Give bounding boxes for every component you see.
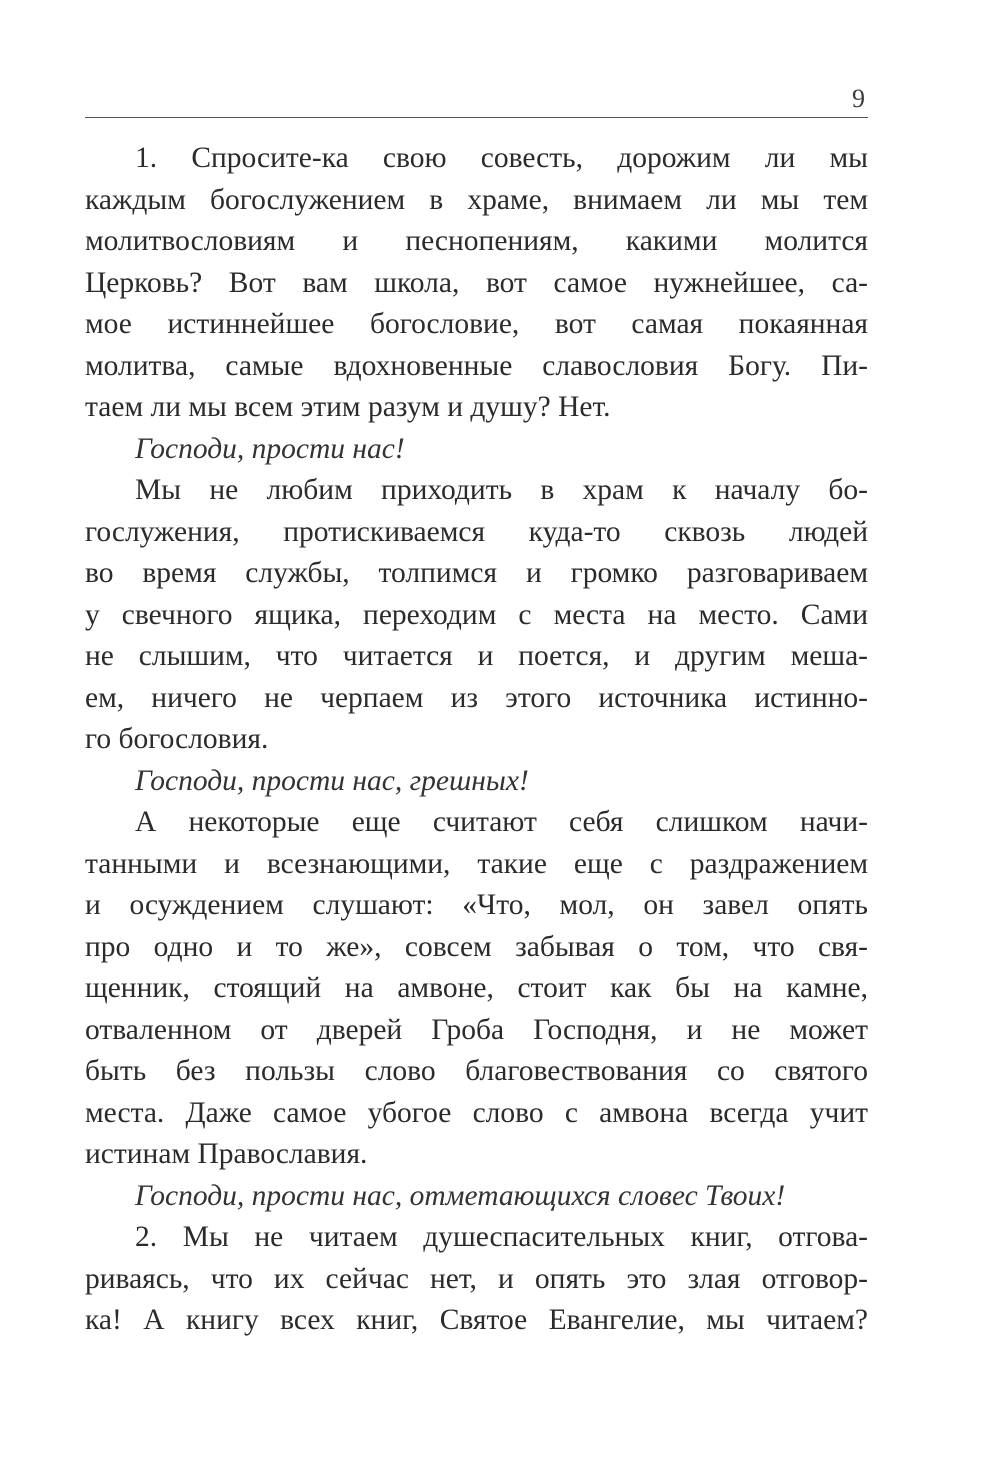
text-line: ем, ничего не черпаем из этого источника истинно- (85, 681, 868, 714)
text-line: 1. Спросите-ка свою совесть, дорожим ли мы (135, 142, 868, 174)
paragraph (85, 802, 868, 1176)
text-line: Церковь? Вот вам школа, вот самое нужнейшее, са- (85, 266, 868, 299)
text-line: не слышим, что читается и поется, и другим меша- (85, 640, 868, 672)
text-line: А некоторые еще считают себя слишком начи- (135, 806, 868, 838)
text-line: во время службы, толпимся и громко разговариваем (85, 557, 868, 589)
text-line: места. Даже самое убогое слово с амвона всегда учит (85, 1096, 868, 1129)
text-line: мое истиннейшее богословие, вот самая покаянная (85, 308, 868, 340)
paragraph (85, 470, 868, 761)
text-line: танными и всезнающими, такие еще с раздражением (85, 847, 868, 880)
text-line: гослужения, протискиваемся куда-то сквозь людей (85, 515, 868, 548)
text-line: риваясь, что их сейчас нет, и опять это злая отговор- (85, 1262, 868, 1295)
paragraph (85, 1217, 868, 1342)
text-line: го богословия. (85, 723, 269, 755)
text-line: Господи, прости нас! (135, 432, 405, 465)
text-line: таем ли мы всем этим разум и душу? Нет. (85, 391, 611, 423)
paragraph (85, 138, 868, 429)
text-line: каждым богослужением в храме, внимаем ли мы тем (85, 183, 868, 216)
text-line: молитвословиям и песнопениям, какими молится (85, 225, 868, 257)
text-line: ка! А книгу всех книг, Святое Евангелие, мы читаем? (85, 1304, 868, 1336)
page-number: 9 (852, 84, 865, 113)
text-line: 2. Мы не читаем душеспасительных книг, отгова- (135, 1221, 868, 1253)
italic-prayer (85, 761, 868, 803)
text-line: щенник, стоящий на амвоне, стоит как бы на камне, (85, 972, 868, 1004)
header-rule (85, 117, 868, 118)
text-line: Мы не любим приходить в храм к началу бо- (135, 474, 868, 506)
text-line: и осуждением слушают: «Что, мол, он завел опять (85, 889, 868, 921)
text-line: истинам Православия. (85, 1138, 368, 1170)
text-line: про одно и то же», совсем забывая о том, что свя- (85, 930, 868, 963)
text-line: отваленном от дверей Гроба Господня, и не может (85, 1013, 868, 1046)
italic-prayer (85, 1176, 868, 1218)
text-line: у свечного ящика, переходим с места на место. Сами (85, 598, 868, 631)
italic-prayer (85, 429, 868, 471)
text-line: Господи, прости нас, грешных! (135, 764, 529, 797)
text-line: быть без пользы слово благовествования со святого (85, 1055, 868, 1087)
text-line: молитва, самые вдохновенные славословия Богу. Пи- (85, 349, 868, 382)
text-line: Господи, прости нас, отметающихся словес Твоих! (135, 1179, 786, 1212)
page-body (85, 138, 868, 1342)
